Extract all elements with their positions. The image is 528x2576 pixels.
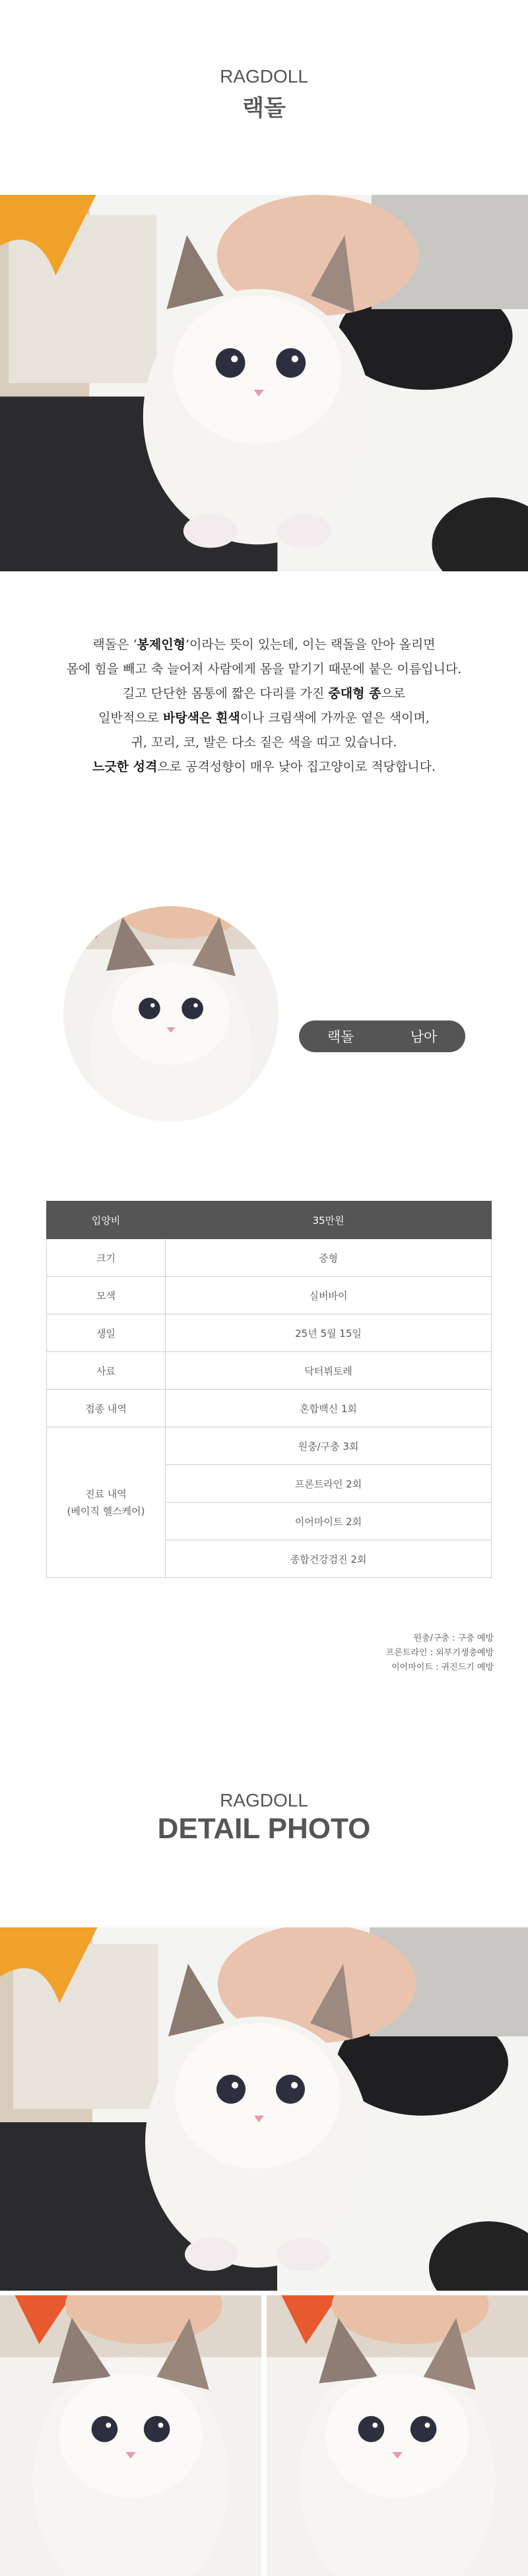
row-value: 혼합백신 1회 bbox=[166, 1390, 492, 1427]
description-emphasis: 중대형 종 bbox=[328, 686, 381, 701]
description-emphasis: 봉제인형 bbox=[137, 637, 185, 652]
breed-description bbox=[0, 633, 528, 779]
row-label: 모색 bbox=[47, 1277, 166, 1314]
table-row bbox=[47, 1277, 492, 1314]
description-line: 귀, 꼬리, 코, 발은 다소 짙은 색을 띠고 있습니다. bbox=[131, 735, 397, 750]
breed-english-title: RAGDOLL bbox=[220, 66, 308, 87]
profile-photo bbox=[63, 906, 279, 1122]
breed-korean-title: 랙돌 bbox=[242, 95, 286, 122]
kitten-detail-image-left bbox=[0, 2295, 261, 2576]
footnote: 이어마이트 : 귀진드기 예방 bbox=[391, 1663, 494, 1672]
price-value: 35만원 bbox=[166, 1201, 492, 1239]
row-label: 사료 bbox=[47, 1352, 166, 1390]
footnotes bbox=[386, 1631, 494, 1675]
medical-label bbox=[47, 1427, 166, 1578]
description-line: 길고 단단한 몸통에 짧은 다리를 가진 중대형 종으로 bbox=[122, 686, 406, 701]
row-label: 생일 bbox=[47, 1314, 166, 1352]
medical-item: 원충/구충 3회 bbox=[166, 1427, 492, 1465]
medical-label-subtitle: (베이직 헬스케어) bbox=[67, 1505, 145, 1517]
footnote: 프론트라인 : 외부기생충예방 bbox=[385, 1648, 494, 1658]
row-label: 접종 내역 bbox=[47, 1390, 166, 1427]
medical-item: 프론트라인 2회 bbox=[166, 1465, 492, 1503]
breed-label: 랙돌 bbox=[327, 1029, 354, 1045]
hero-photo bbox=[0, 195, 528, 571]
row-value: 중형 bbox=[166, 1239, 492, 1277]
price-label: 입양비 bbox=[47, 1201, 166, 1239]
kitten-profile-image bbox=[63, 906, 279, 1122]
detail-photo-title: DETAIL PHOTO bbox=[157, 1812, 371, 1845]
profile-badge bbox=[299, 1020, 465, 1052]
detail-photo-large bbox=[0, 1927, 528, 2291]
detail-breed-title: RAGDOLL bbox=[220, 1790, 308, 1810]
table-row bbox=[47, 1239, 492, 1277]
table-row bbox=[47, 1352, 492, 1390]
detail-photo-left bbox=[0, 2295, 261, 2576]
sex-label: 남아 bbox=[410, 1029, 438, 1045]
info-table bbox=[46, 1201, 492, 1578]
kitten-detail-image bbox=[0, 1927, 528, 2291]
medical-item: 이어마이트 2회 bbox=[166, 1503, 492, 1540]
description-emphasis: 바탕색은 흰색 bbox=[162, 711, 240, 725]
table-row bbox=[47, 1427, 492, 1465]
detail-header bbox=[0, 1790, 528, 1845]
row-label: 크기 bbox=[47, 1239, 166, 1277]
medical-item: 종합건강검진 2회 bbox=[166, 1540, 492, 1578]
top-header bbox=[0, 66, 528, 122]
row-value: 닥터뷔토레 bbox=[166, 1352, 492, 1390]
description-emphasis: 느긋한 성격 bbox=[92, 760, 158, 774]
table-row bbox=[47, 1314, 492, 1352]
kitten-detail-image-right bbox=[267, 2295, 528, 2576]
table-row bbox=[47, 1390, 492, 1427]
description-line: 몸에 힘을 빼고 축 늘어져 사람에게 몸을 맡기기 때문에 붙은 이름입니다. bbox=[66, 662, 462, 676]
description-line: 랙돌은 ‘봉제인형’이라는 뜻이 있는데, 이는 랙돌을 안아 올리면 bbox=[92, 637, 436, 652]
medical-label-title: 진료 내역 bbox=[85, 1487, 127, 1500]
price-row bbox=[47, 1201, 492, 1239]
row-value: 25년 5월 15일 bbox=[166, 1314, 492, 1352]
kitten-hero-image bbox=[0, 195, 528, 571]
row-value: 실버바이 bbox=[166, 1277, 492, 1314]
detail-photo-right bbox=[267, 2295, 528, 2576]
footnote: 원충/구충 : 구충 예방 bbox=[413, 1633, 494, 1643]
description-line: 일반적으로 바탕색은 흰색이나 크림색에 가까운 옅은 색이며, bbox=[98, 711, 430, 725]
description-line: 느긋한 성격으로 공격성향이 매우 낮아 집고양이로 적당합니다. bbox=[92, 760, 436, 774]
